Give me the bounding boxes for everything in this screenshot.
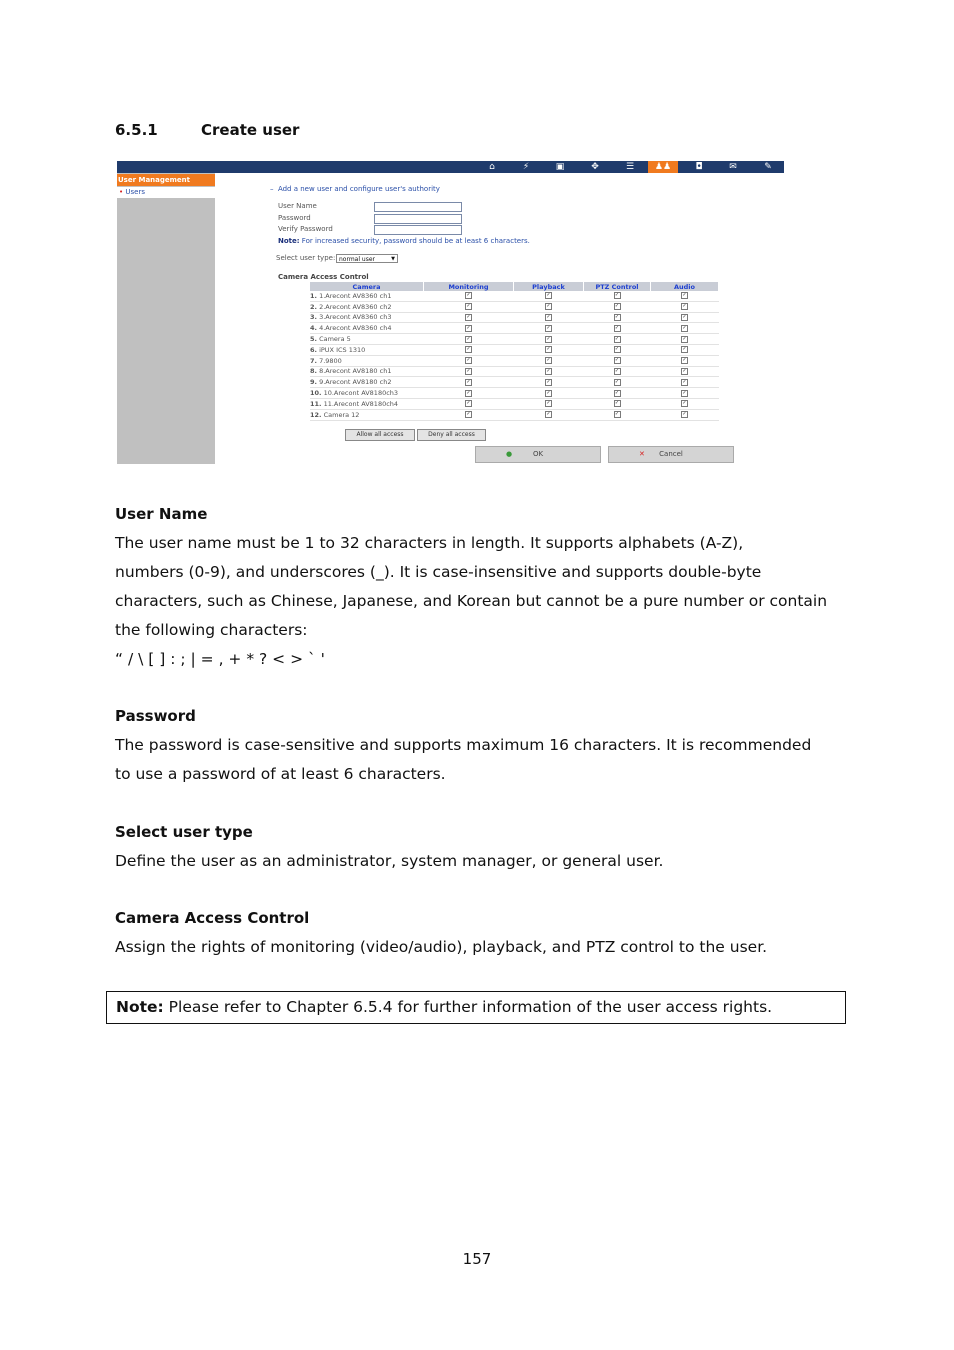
audio-checkbox[interactable]: ✓ (682, 378, 687, 385)
monitoring-checkbox[interactable]: ✓ (466, 389, 471, 396)
monitoring-checkbox[interactable]: ✓ (466, 357, 471, 364)
playback-checkbox[interactable]: ✓ (546, 324, 551, 331)
audio-cell (651, 323, 719, 334)
camera-name: 7.9800 (319, 356, 342, 365)
column-header: Camera (310, 282, 424, 291)
table-row (310, 301, 719, 312)
sidebar-item-label: Users (125, 188, 145, 196)
monitoring-cell (424, 323, 514, 334)
user-type-heading: Select user type (115, 823, 253, 841)
audio-cell (651, 312, 719, 323)
column-header: Audio (651, 282, 719, 291)
ptz-checkbox[interactable]: ✓ (614, 292, 620, 299)
camera-number: 8. (310, 367, 317, 376)
monitoring-checkbox[interactable]: ✓ (466, 378, 471, 385)
mail-icon[interactable]: ✉ (729, 162, 737, 172)
storage-icon[interactable]: ☰ (625, 162, 635, 172)
password-input[interactable] (374, 214, 462, 224)
audio-cell (651, 301, 719, 312)
audio-cell (651, 398, 719, 409)
ptz-cell (584, 344, 651, 355)
column-header: PTZ Control (584, 282, 651, 291)
user-name-input[interactable] (374, 202, 462, 212)
security-note (278, 237, 530, 245)
audio-cell (651, 377, 719, 388)
audio-cell (651, 355, 719, 366)
audio-checkbox[interactable]: ✓ (682, 400, 687, 407)
ptz-cell (584, 409, 651, 420)
user-type-paragraph (115, 847, 850, 876)
camera-name-cell (310, 366, 424, 377)
column-header: Playback (514, 282, 584, 291)
section-number: 6.5.1 (115, 121, 158, 139)
password-label: Password (278, 214, 311, 222)
audio-cell (651, 388, 719, 399)
camera-access-title: Camera Access Control (278, 273, 369, 281)
playback-cell (514, 366, 584, 377)
network-icon[interactable]: ⚡ (522, 162, 530, 172)
note-text: For increased security, password should be at least 6 characters. (301, 237, 530, 245)
ptz-checkbox[interactable]: ✓ (614, 357, 620, 364)
camera-name-cell (310, 377, 424, 388)
table-row (310, 409, 719, 420)
monitoring-checkbox[interactable]: ✓ (466, 411, 471, 418)
playback-cell (514, 334, 584, 345)
ptz-checkbox[interactable]: ✓ (614, 411, 620, 418)
ok-label: OK (532, 450, 544, 458)
camera-name-cell (310, 398, 424, 409)
monitoring-cell (424, 377, 514, 388)
ptz-checkbox[interactable]: ✓ (614, 389, 620, 396)
monitoring-checkbox[interactable]: ✓ (466, 400, 471, 407)
camera-name-cell (310, 344, 424, 355)
camera-access-paragraph (115, 933, 850, 962)
playback-cell (514, 409, 584, 420)
playback-checkbox[interactable]: ✓ (546, 411, 551, 418)
camera-name-cell (310, 323, 424, 334)
playback-cell (514, 388, 584, 399)
audio-checkbox[interactable]: ✓ (682, 313, 687, 320)
playback-cell (514, 355, 584, 366)
section-title: Create user (201, 121, 300, 139)
audio-checkbox[interactable]: ✓ (682, 357, 687, 364)
deny-all-button[interactable]: Deny all access (417, 429, 486, 441)
camera-number: 1. (310, 291, 317, 300)
ptz-cell (584, 398, 651, 409)
audio-checkbox[interactable]: ✓ (682, 324, 687, 331)
home-icon[interactable]: ⌂ (489, 162, 495, 172)
camera-number: 12. (310, 410, 322, 419)
playback-checkbox[interactable]: ✓ (546, 292, 551, 299)
audio-cell (651, 334, 719, 345)
playback-checkbox[interactable]: ✓ (546, 389, 551, 396)
select-user-type-label: Select user type: (276, 254, 336, 262)
verify-password-label: Verify Password (278, 225, 333, 233)
camera-name: Camera 12 (323, 410, 360, 419)
text-line: Assign the rights of monitoring (video/audio), playback, and PTZ control to the user. (115, 938, 768, 956)
camera-number: 6. (310, 345, 317, 354)
monitoring-cell (424, 366, 514, 377)
playback-cell (514, 323, 584, 334)
audio-cell (651, 344, 719, 355)
audio-checkbox[interactable]: ✓ (682, 292, 687, 299)
user-name-paragraph (115, 529, 850, 674)
text-line: numbers (0-9), and underscores (_). It is case-insensitive and supports double-byte (115, 563, 762, 581)
page-description: – Add a new user and configure user's authority (270, 185, 440, 193)
edit-icon[interactable]: ✎ (764, 162, 772, 172)
playback-checkbox[interactable]: ✓ (546, 378, 551, 385)
ptz-checkbox[interactable]: ✓ (614, 303, 620, 310)
playback-checkbox[interactable]: ✓ (546, 400, 551, 407)
bullet-icon: • (119, 188, 124, 196)
camera-number: 10. (310, 389, 322, 398)
ptz-checkbox[interactable]: ✓ (614, 324, 620, 331)
description-text: Add a new user and configure user's authority (277, 185, 440, 193)
ptz-cell (584, 366, 651, 377)
text-line: Define the user as an administrator, system manager, or general user. (115, 852, 664, 870)
camera-name: 4.Arecont AV8360 ch4 (319, 324, 392, 333)
playback-checkbox[interactable]: ✓ (546, 346, 551, 353)
camera-name-cell (310, 312, 424, 323)
audio-checkbox[interactable]: ✓ (682, 346, 687, 353)
user-type-select[interactable] (336, 254, 398, 263)
ptz-checkbox[interactable]: ✓ (614, 346, 620, 353)
monitoring-cell (424, 355, 514, 366)
users-icon[interactable]: ♟♟ (648, 161, 678, 173)
camera-number: 9. (310, 378, 317, 387)
note-box (106, 991, 846, 1024)
monitoring-checkbox[interactable]: ✓ (466, 303, 471, 310)
password-heading: Password (115, 707, 196, 725)
table-row (310, 344, 719, 355)
text-line: the following characters: (115, 621, 308, 639)
user-name-label: User Name (278, 202, 317, 210)
camera-number: 4. (310, 324, 317, 333)
ptz-cell (584, 334, 651, 345)
monitoring-cell (424, 344, 514, 355)
verify-password-input[interactable] (374, 225, 462, 235)
camera-access-heading: Camera Access Control (115, 909, 310, 927)
monitoring-cell (424, 388, 514, 399)
playback-cell (514, 344, 584, 355)
ok-button[interactable] (475, 446, 601, 463)
ptz-cell (584, 312, 651, 323)
camera-icon[interactable]: ◘ (695, 162, 703, 172)
camera-number: 5. (310, 335, 317, 344)
camera-name: 9.Arecont AV8180 ch2 (319, 378, 392, 387)
camera-number: 3. (310, 313, 317, 322)
audio-checkbox[interactable]: ✓ (682, 367, 687, 374)
camera-name-cell (310, 409, 424, 420)
audio-cell (651, 366, 719, 377)
ptz-cell (584, 388, 651, 399)
monitoring-checkbox[interactable]: ✓ (466, 324, 471, 331)
table-row (310, 366, 719, 377)
table-row (310, 334, 719, 345)
camera-name: 8.Arecont AV8180 ch1 (319, 367, 392, 376)
table-row (310, 388, 719, 399)
note-box-label: Note: (116, 998, 164, 1016)
playback-cell (514, 398, 584, 409)
table-row (310, 355, 719, 366)
audio-cell (651, 291, 719, 301)
audio-cell (651, 409, 719, 420)
text-line: “ / \ [ ] : ; | = , + * ? < > ` ' (115, 650, 325, 668)
text-line: characters, such as Chinese, Japanese, and Korean but cannot be a pure number or contain (115, 592, 828, 610)
table-row (310, 398, 719, 409)
note-box-text: Please refer to Chapter 6.5.4 for further information of the user access rights. (163, 998, 773, 1016)
playback-checkbox[interactable]: ✓ (546, 357, 551, 364)
camera-name: iPUX ICS 1310 (319, 345, 366, 354)
text-line: The password is case-sensitive and supports maximum 16 characters. It is recommended (115, 736, 812, 754)
connect-icon[interactable]: ✥ (591, 162, 599, 172)
monitoring-cell (424, 301, 514, 312)
table-row (310, 312, 719, 323)
camera-name-cell (310, 388, 424, 399)
ptz-checkbox[interactable]: ✓ (614, 313, 620, 320)
ptz-checkbox[interactable]: ✓ (614, 400, 620, 407)
camera-access-table (310, 282, 719, 421)
cancel-label: Cancel (659, 450, 683, 458)
camera-name-cell (310, 334, 424, 345)
text-line: to use a password of at least 6 characters. (115, 765, 446, 783)
column-header: Monitoring (424, 282, 514, 291)
note-label: Note: (278, 237, 300, 245)
playback-cell (514, 301, 584, 312)
camera-number: 11. (310, 399, 322, 408)
playback-checkbox[interactable]: ✓ (546, 335, 551, 342)
camera-name-cell (310, 301, 424, 312)
ptz-cell (584, 377, 651, 388)
ptz-checkbox[interactable]: ✓ (614, 367, 620, 374)
monitoring-checkbox[interactable]: ✓ (466, 313, 471, 320)
ptz-checkbox[interactable]: ✓ (614, 335, 620, 342)
table-row (310, 377, 719, 388)
playback-checkbox[interactable]: ✓ (546, 303, 551, 310)
password-paragraph (115, 731, 850, 789)
ptz-cell (584, 301, 651, 312)
playback-checkbox[interactable]: ✓ (546, 313, 551, 320)
table-row (310, 291, 719, 301)
section-heading (115, 121, 299, 139)
allow-all-button[interactable]: Allow all access (345, 429, 415, 441)
camera-number: 2. (310, 302, 317, 311)
monitoring-cell (424, 312, 514, 323)
ptz-checkbox[interactable]: ✓ (614, 378, 620, 385)
camera-name: 10.Arecont AV8180ch3 (323, 389, 399, 398)
camera-name-cell (310, 291, 424, 301)
audio-checkbox[interactable]: ✓ (682, 389, 687, 396)
user-type-value: normal user (339, 256, 376, 263)
sidebar-item-users[interactable] (117, 187, 215, 198)
cancel-button[interactable] (608, 446, 734, 463)
camera-name: Camera 5 (319, 335, 351, 344)
monitoring-checkbox[interactable]: ✓ (466, 335, 471, 342)
audio-checkbox[interactable]: ✓ (682, 411, 687, 418)
playback-cell (514, 377, 584, 388)
camera-name: 11.Arecont AV8180ch4 (323, 399, 399, 408)
playback-cell (514, 291, 584, 301)
monitoring-cell (424, 291, 514, 301)
camera-name: 3.Arecont AV8360 ch3 (319, 313, 392, 322)
camera-name: 2.Arecont AV8360 ch2 (319, 302, 392, 311)
ptz-cell (584, 323, 651, 334)
monitoring-cell (424, 334, 514, 345)
ptz-cell (584, 291, 651, 301)
create-user-screenshot (117, 161, 784, 464)
ok-dot-icon: ● (506, 450, 513, 458)
sidebar (117, 173, 215, 464)
camera-name: 1.Arecont AV8360 ch1 (319, 291, 392, 300)
device-icon[interactable]: ▣ (555, 162, 565, 172)
monitoring-checkbox[interactable]: ✓ (466, 346, 471, 353)
table-row (310, 323, 719, 334)
playback-checkbox[interactable]: ✓ (546, 367, 551, 374)
ptz-cell (584, 355, 651, 366)
monitoring-cell (424, 398, 514, 409)
camera-name-cell (310, 355, 424, 366)
camera-number: 7. (310, 356, 317, 365)
monitoring-checkbox[interactable]: ✓ (466, 292, 471, 299)
user-name-heading: User Name (115, 505, 208, 523)
page-number: 157 (462, 1250, 492, 1268)
text-line: The user name must be 1 to 32 characters in length. It supports alphabets (A-Z), (115, 534, 744, 552)
playback-cell (514, 312, 584, 323)
chevron-down-icon: ▼ (391, 256, 395, 262)
audio-checkbox[interactable]: ✓ (682, 303, 687, 310)
audio-checkbox[interactable]: ✓ (682, 335, 687, 342)
sidebar-heading: User Management (117, 174, 215, 186)
close-icon: ✕ (639, 450, 645, 458)
monitoring-cell (424, 409, 514, 420)
monitoring-checkbox[interactable]: ✓ (466, 367, 471, 374)
